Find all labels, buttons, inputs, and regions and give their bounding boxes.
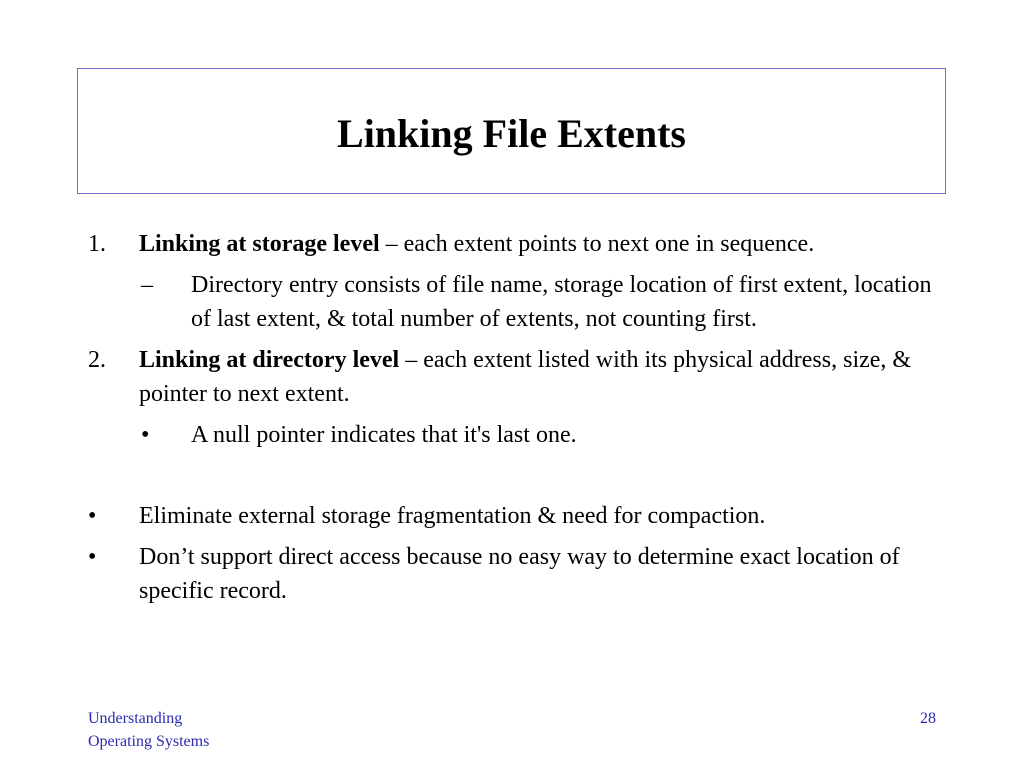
sub-item-text: Directory entry consists of file name, storage location of first extent, location of last extent, & total number of extents, not counting first. xyxy=(191,272,932,332)
footer-line-2: Operating Systems xyxy=(88,733,210,750)
sub-item-null-pointer xyxy=(88,418,948,452)
list-item-no-direct-access xyxy=(88,540,948,608)
list-marker: 2. xyxy=(88,347,106,373)
list-item-text: Don’t support direct access because no easy way to determine exact location of specific record. xyxy=(139,544,900,604)
list-item-linking-directory-level xyxy=(88,343,948,411)
list-marker: 1. xyxy=(88,231,106,257)
list-item-text: – each extent points to next one in sequence. xyxy=(379,231,815,257)
list-item-content xyxy=(139,227,948,261)
list-item-eliminate-fragmentation xyxy=(88,499,948,533)
page-number: 28 xyxy=(920,710,936,727)
sub-item-text: A null pointer indicates that it's last one. xyxy=(191,422,577,448)
list-item-content xyxy=(139,343,948,411)
list-item-heading: Linking at storage level xyxy=(139,231,380,257)
sub-item-directory-entry xyxy=(88,268,948,336)
bullet-marker: • xyxy=(88,503,97,529)
list-item-text: – each extent listed with its physical address, size, & pointer to next extent. xyxy=(139,347,912,407)
slide-body xyxy=(88,227,948,608)
list-item-linking-storage-level xyxy=(88,227,948,261)
footer-line-1: Understanding xyxy=(88,710,183,727)
title-box xyxy=(77,68,946,194)
slide-title: Linking File Extents xyxy=(337,110,686,156)
footer-course-title xyxy=(88,707,209,753)
sub-list-marker: – xyxy=(141,272,153,298)
list-item-heading: Linking at directory level xyxy=(139,347,400,373)
list-item-text: Eliminate external storage fragmentation & need for compaction. xyxy=(139,503,766,529)
bullet-marker: • xyxy=(88,544,97,570)
bullet-marker: • xyxy=(141,422,150,448)
